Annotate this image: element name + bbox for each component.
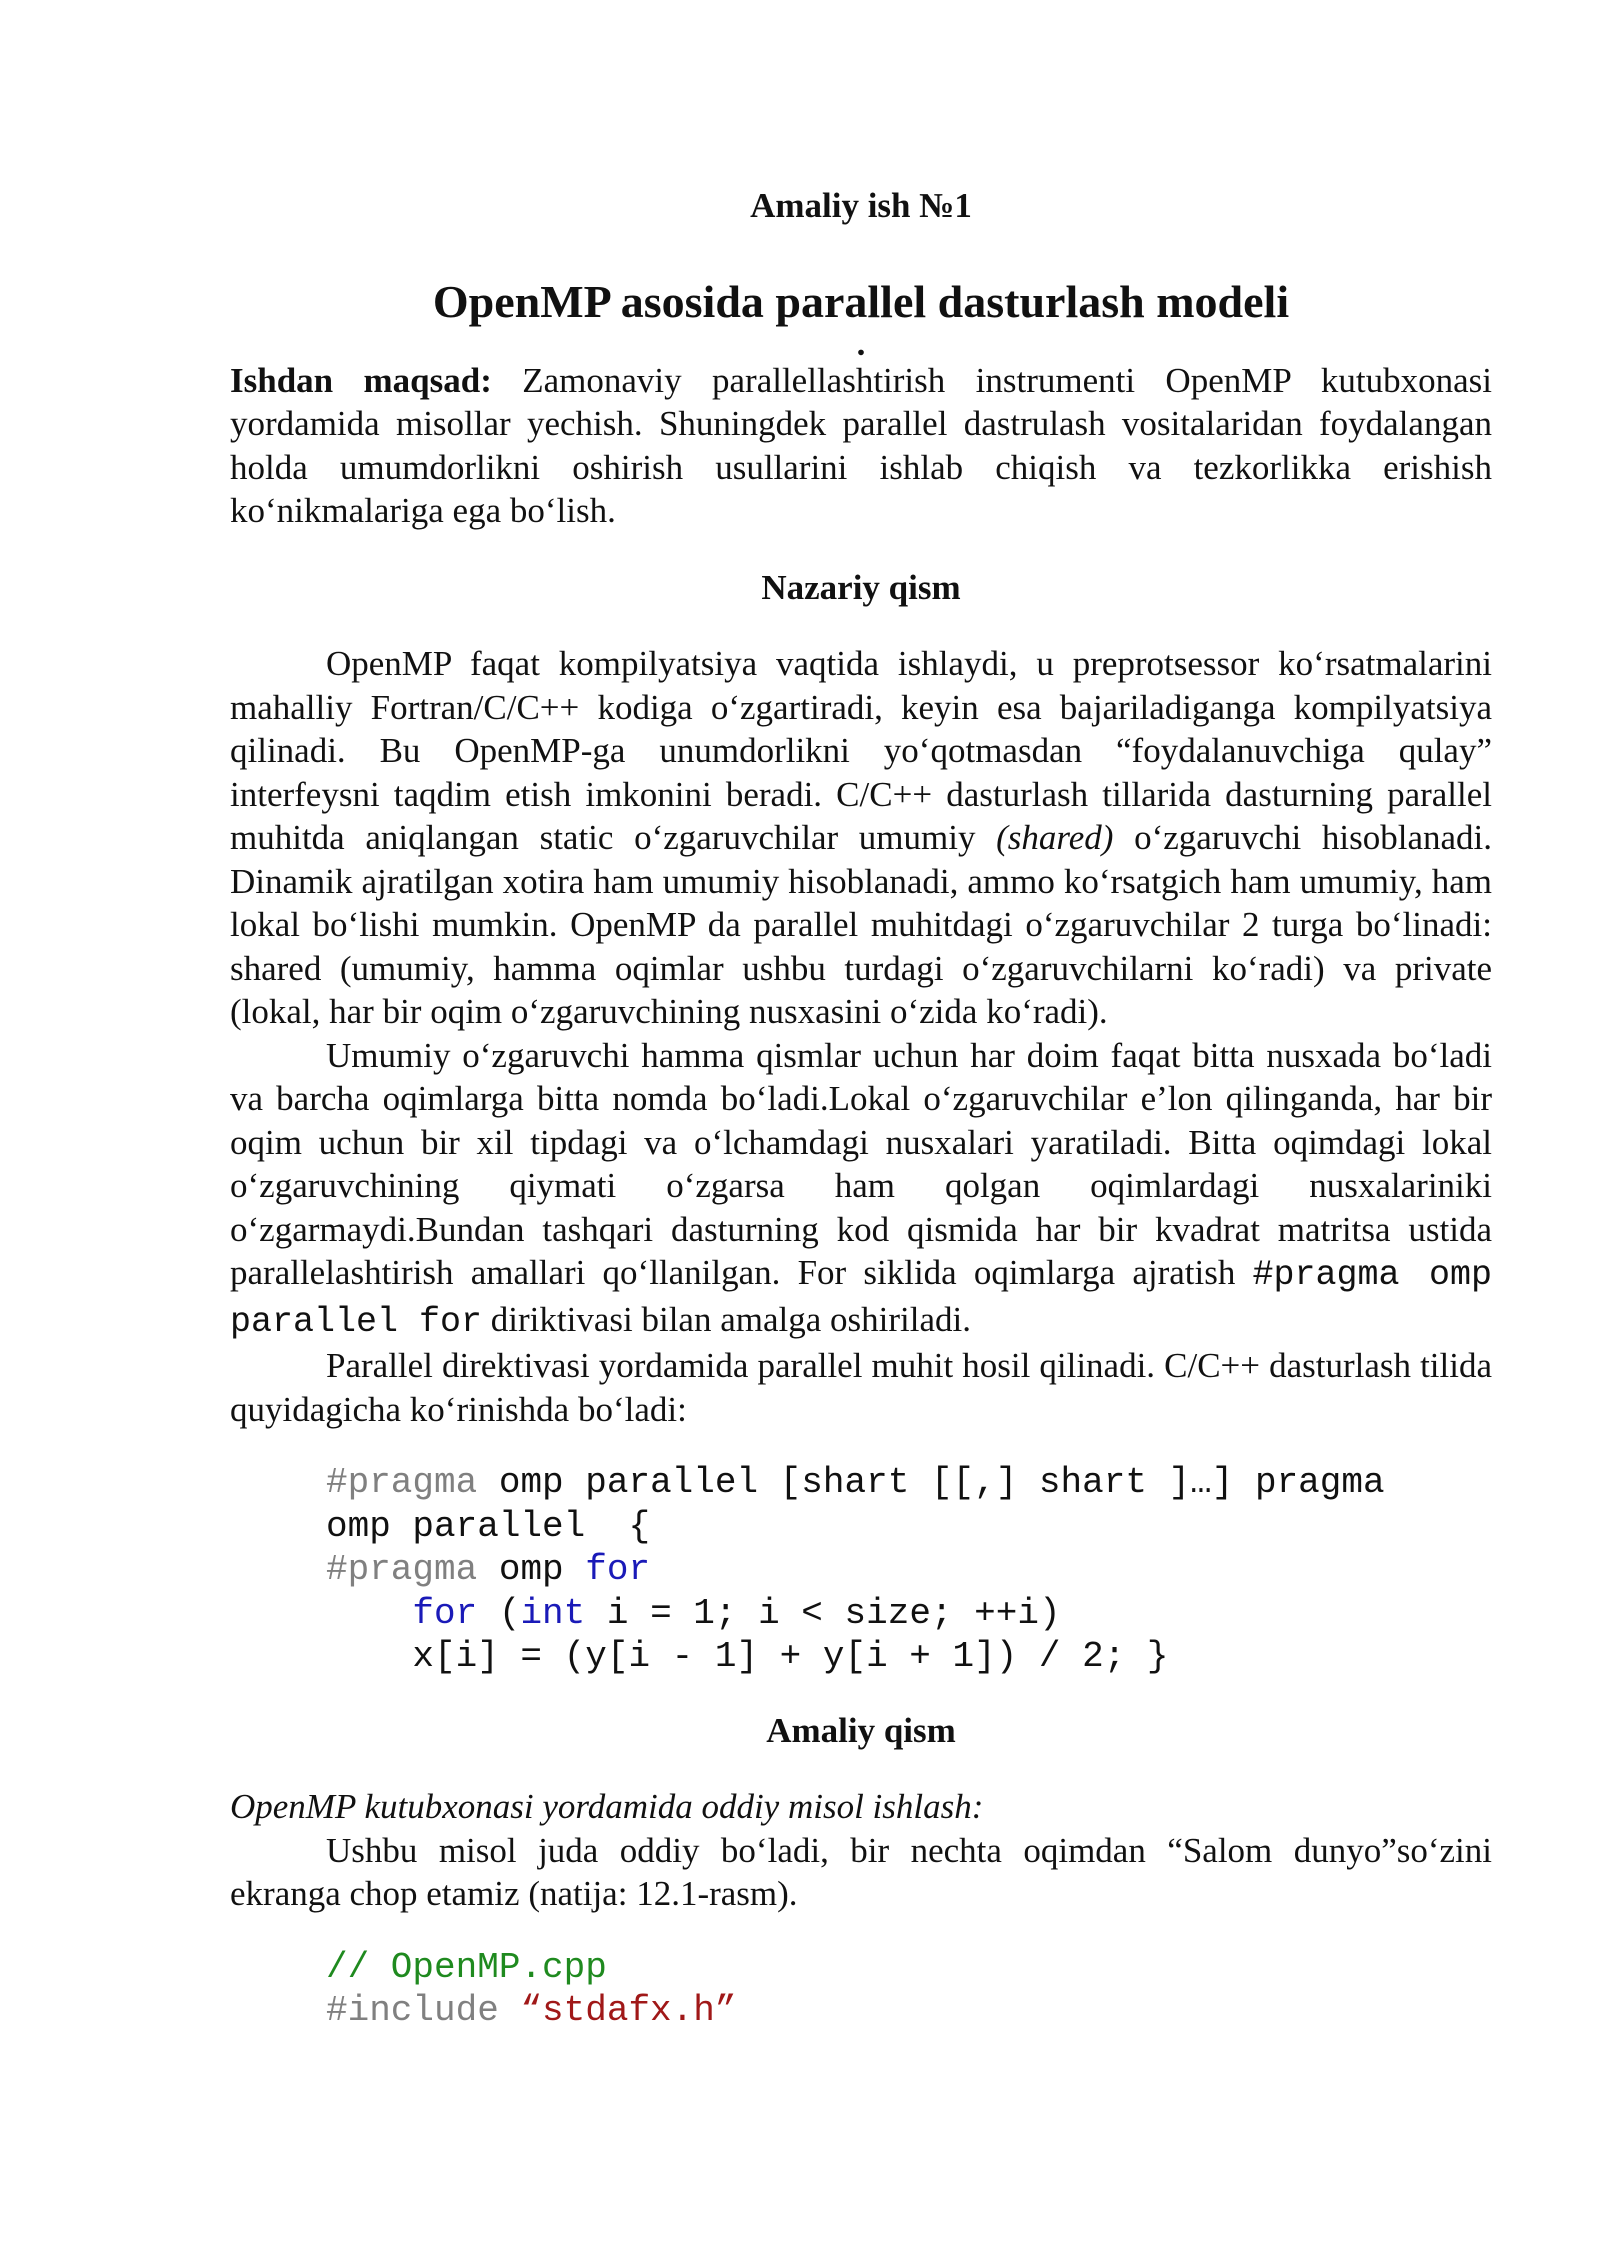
- code-keyword: int: [520, 1592, 586, 1634]
- code-comment: // OpenMP.cpp: [326, 1946, 607, 1988]
- code-block-example: [230, 1946, 1492, 2033]
- goal-text: Zamonaviy parallellashtirish instrumenti OpenMP kutubxonasi yordamida misollar yechish. Shuningdek parallel dastrulash vositalaridan foydalangan holda umumdorlikni oshirish usullarini ishlab chiqish va tezkorlikka erishish ko‘nikmalariga ega bo‘lish.: [230, 360, 1492, 530]
- theory-p2-text-b: diriktivasi bilan amalga oshiriladi.: [482, 1299, 971, 1339]
- code-keyword: for: [412, 1592, 478, 1634]
- goal-label: Ishdan maqsad:: [230, 360, 492, 400]
- theory-paragraph-1: [230, 642, 1492, 1034]
- shared-term: (shared): [996, 818, 1114, 857]
- code-space: [499, 1990, 521, 2031]
- practice-subtitle: OpenMP kutubxonasi yordamida oddiy misol ishlash:: [230, 1787, 984, 1826]
- theory-heading: Nazariy qism: [761, 567, 961, 607]
- theory-p1-text-b: o‘zgaruvchi hisoblanadi. Dinamik ajratilgan xotira ham umumiy hisoblanadi, ammo ko‘rsatgich ham umumiy, ham lokal bo‘lishi mumkin. OpenMP da parallel muhitdagi o‘zgaruvchilar 2 turga bo‘linadi: shared (umumiy, hamma oqimlar ushbu turdagi o‘zgaruvchilarni ko‘radi) va private (lokal, har bir oqim o‘zgaruvchining nusxasini o‘zida ko‘radi).: [230, 818, 1492, 1031]
- code-preprocessor: #pragma: [326, 1549, 478, 1590]
- goal-paragraph: [230, 359, 1492, 533]
- practice-heading: Amaliy qism: [766, 1710, 956, 1750]
- page-title: OpenMP asosida parallel dasturlash modeli: [432, 275, 1290, 327]
- code-text: i = 1; i < size; ++i): [585, 1592, 1061, 1634]
- title-dot: .: [856, 323, 866, 363]
- code-text: omp: [477, 1549, 586, 1590]
- theory-p2-text-a: Umumiy o‘zgaruvchi hamma qismlar uchun har doim faqat bitta nusxada bo‘ladi va barcha oqimlarga bitta nomda bo‘ladi.Lokal o‘zgaruvchilar e’lon qilinganda, har bir oqim uchun bir xil tipdagi va o‘lchamdagi nusxalari yaratiladi. Bitta oqimdagi lokal o‘zgaruvchining qiymati o‘zgarsa ham qolgan oqimlardagi nusxalariniki o‘zgarmaydi.Bundan tashqari dasturning kod qismida har bir kvadrat matritsa ustida parallelashtirish amallari qo‘llanilgan. For siklida oqimlarga ajratish: [230, 1035, 1492, 1292]
- code-indent: [326, 1593, 412, 1634]
- theory-p1-text-a: OpenMP faqat kompilyatsiya vaqtida ishlaydi, u preprotsessor ko‘rsatmalarini mahalliy Fortran/C/C++ kodiga o‘zgartiradi, keyin esa bajariladiganga kompilyatsiya qilinadi. Bu OpenMP-ga unumdorlikni yo‘qotmasdan “foydalanuvchiga qulay” interfeysni taqdim etish imkonini beradi. C/C++ dasturlash tillarida dasturning parallel muhitda aniqlangan static o‘zgaruvchilar umumiy: [230, 644, 1492, 857]
- code-preprocessor: #pragma: [326, 1462, 478, 1503]
- inline-code-pragma: #pragma omp parallel for: [230, 1255, 1492, 1342]
- document-page: [230, 0, 1492, 2033]
- code-line: x[i] = (y[i - 1] + y[i + 1]) / 2; }: [326, 1636, 1169, 1677]
- code-block-parallel: [230, 1461, 1492, 1679]
- code-keyword: for: [585, 1549, 651, 1590]
- code-line: omp parallel {: [326, 1505, 651, 1547]
- practice-paragraph-1: Ushbu misol juda oddiy bo‘ladi, bir nechta oqimdan “Salom dunyo”so‘zini ekranga chop etamiz (natija: 12.1-rasm).: [230, 1830, 1492, 1913]
- code-preprocessor: #include: [326, 1990, 499, 2031]
- theory-paragraph-2: [230, 1034, 1492, 1345]
- theory-paragraph-3: Parallel direktivasi yordamida parallel muhit hosil qilinadi. C/C++ dasturlash tilida quyidagicha ko‘rinishda bo‘ladi:: [230, 1346, 1492, 1429]
- code-text: (: [477, 1592, 521, 1634]
- code-string: “stdafx.h”: [520, 1990, 737, 2031]
- code-line: omp parallel [shart [[,] shart ]…] pragma: [477, 1462, 1385, 1503]
- work-number: Amaliy ish №1: [750, 186, 972, 225]
